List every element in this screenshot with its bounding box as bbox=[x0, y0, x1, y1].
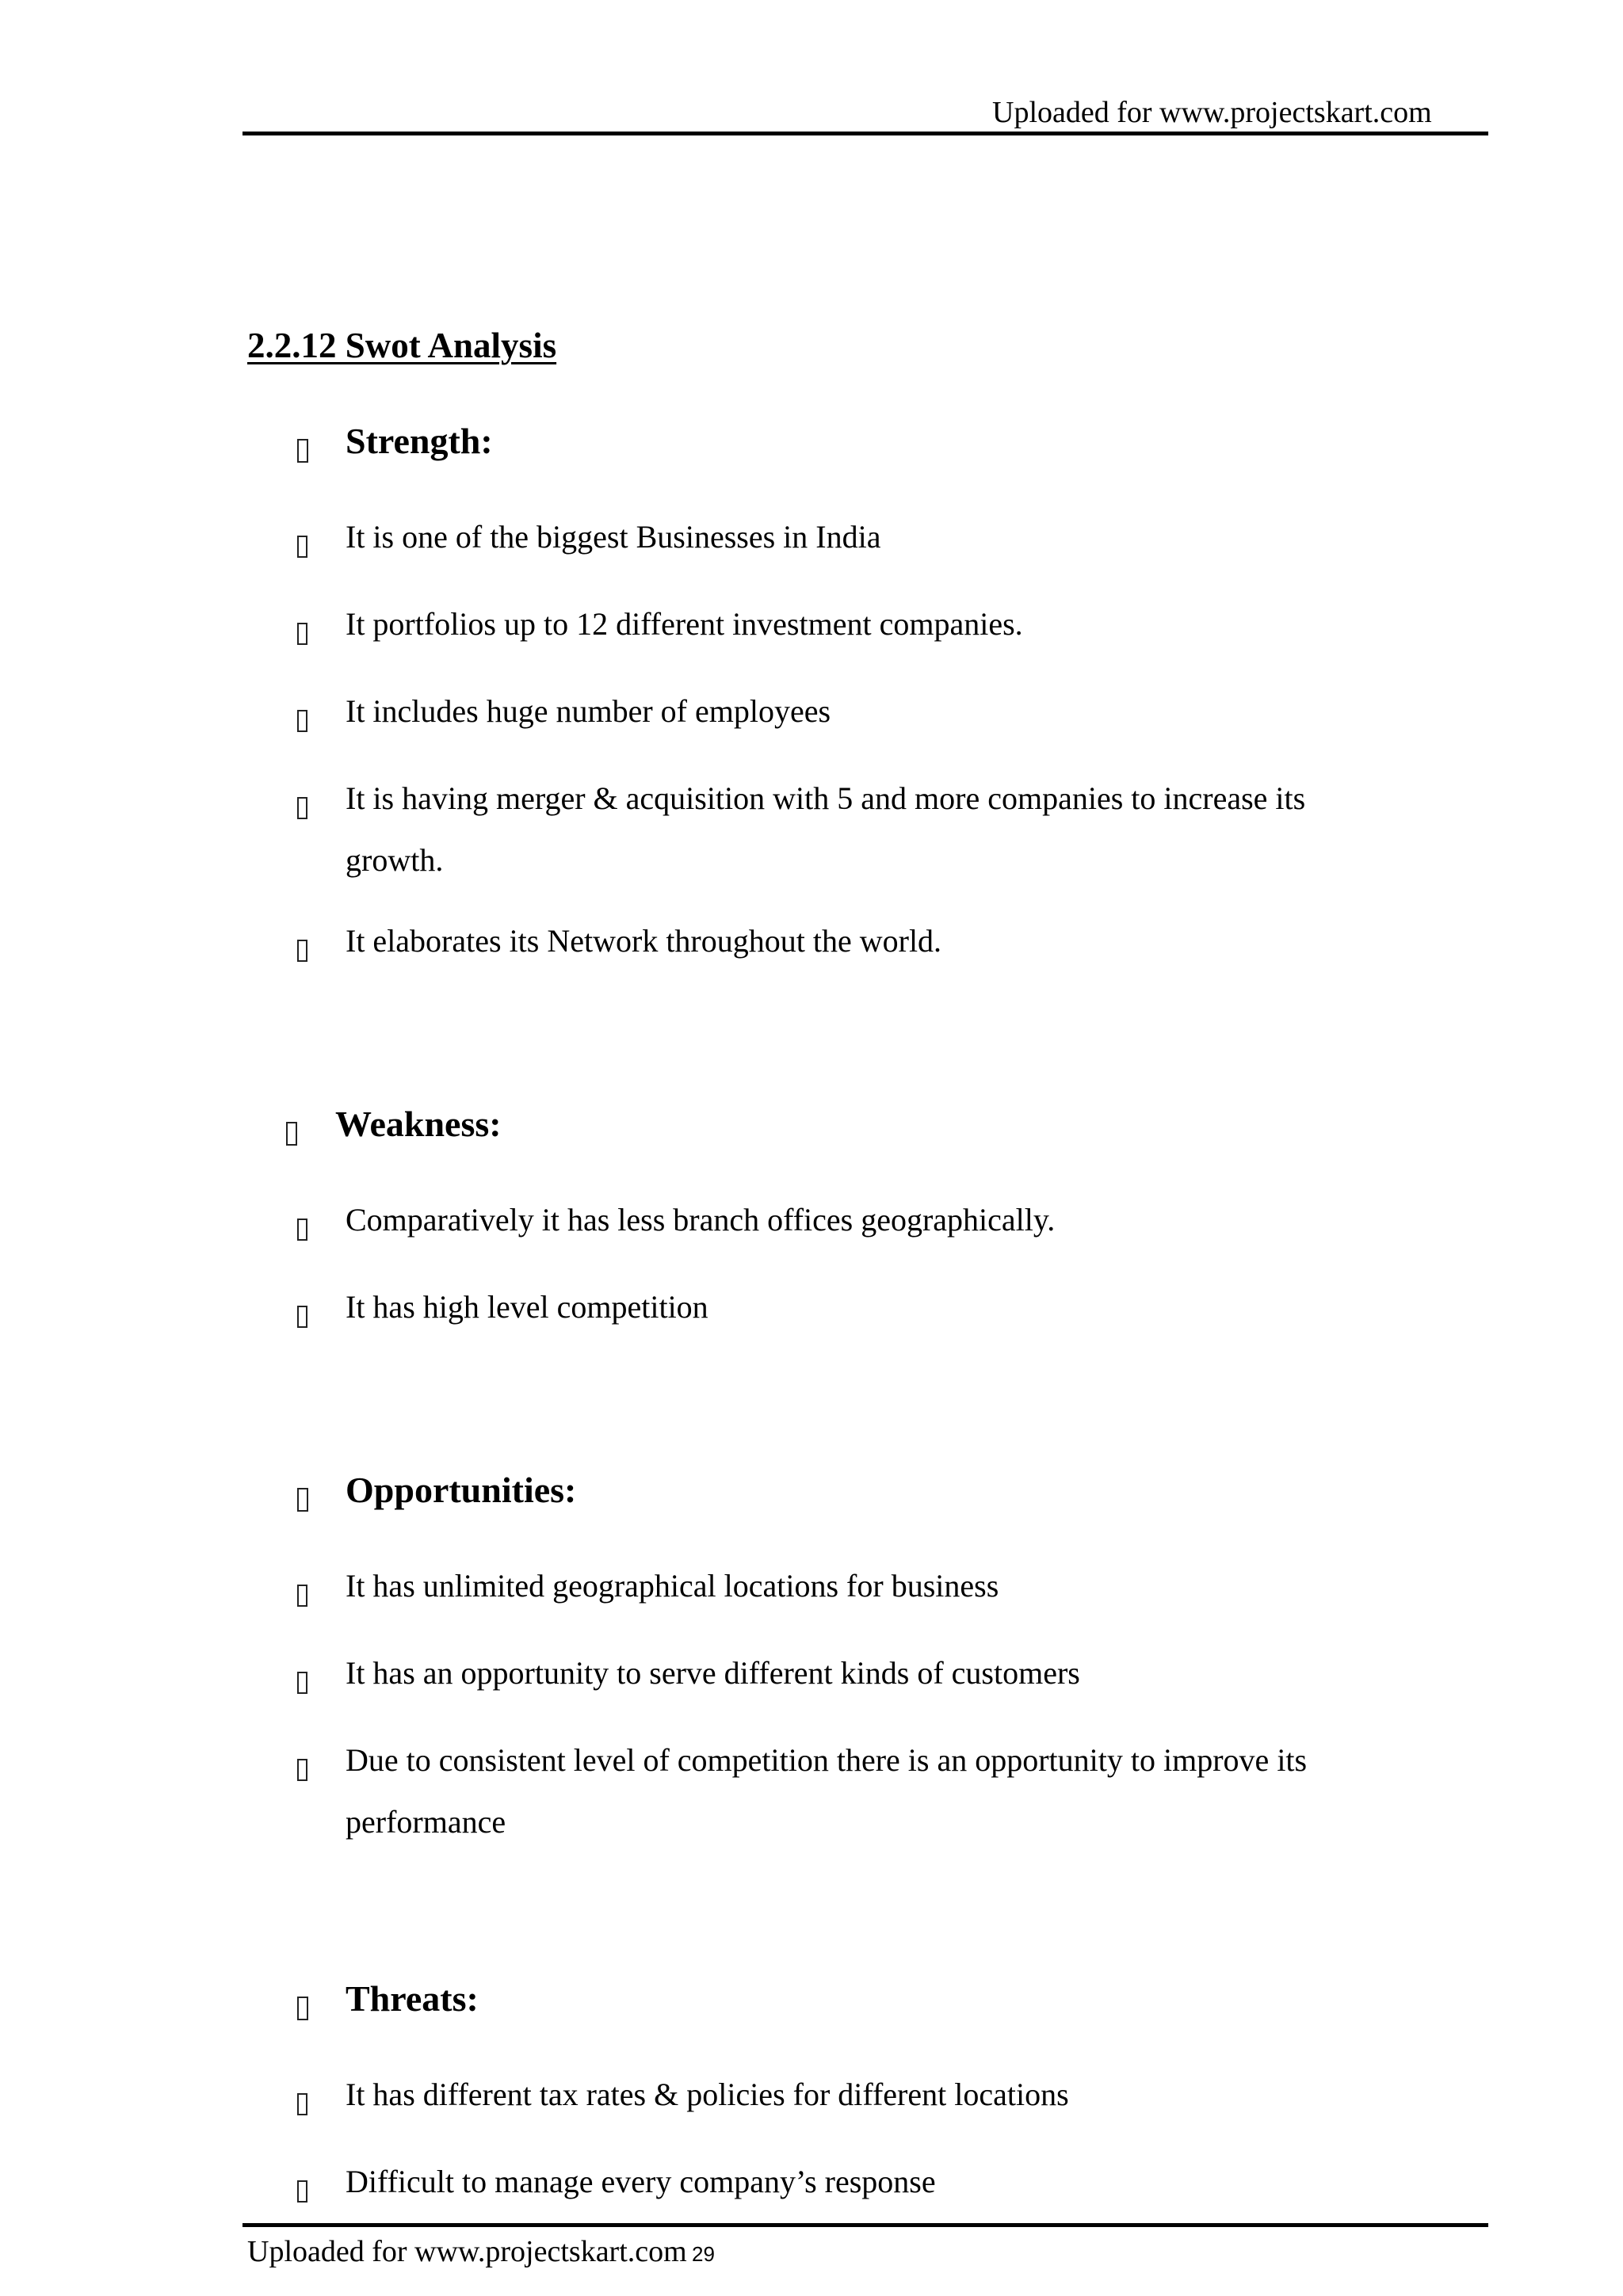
bullet-icon bbox=[297, 1219, 307, 1241]
page-number: 29 bbox=[692, 2242, 715, 2266]
footer-divider bbox=[242, 2223, 1488, 2227]
strength-item: It includes huge number of employees bbox=[346, 693, 831, 729]
bullet-icon bbox=[297, 797, 307, 819]
bullet-icon bbox=[297, 1488, 308, 1512]
threats-heading: Threats: bbox=[346, 1978, 479, 2019]
strength-item: It elaborates its Network throughout the world. bbox=[346, 923, 942, 959]
bullet-icon bbox=[297, 1672, 307, 1694]
bullet-icon bbox=[297, 1306, 307, 1328]
opportunities-item: It has unlimited geographical locations for business bbox=[346, 1568, 999, 1604]
bullet-icon bbox=[297, 710, 307, 732]
bullet-icon bbox=[297, 1585, 307, 1607]
strength-heading: Strength: bbox=[346, 421, 493, 461]
strength-item: It is having merger & acquisition with 5 and more companies to increase its bbox=[346, 780, 1306, 816]
weakness-item: It has high level competition bbox=[346, 1289, 708, 1325]
opportunities-item-continuation: performance bbox=[346, 1804, 506, 1840]
bullet-icon bbox=[297, 536, 307, 558]
bullet-icon bbox=[297, 940, 307, 962]
bullet-icon bbox=[297, 2093, 307, 2115]
page-header-text: Uploaded for www.projectskart.com bbox=[992, 96, 1432, 129]
weakness-item: Comparatively it has less branch offices geographically. bbox=[346, 1202, 1056, 1238]
strength-item: It is one of the biggest Businesses in India bbox=[346, 519, 881, 555]
opportunities-heading: Opportunities: bbox=[346, 1470, 577, 1510]
bullet-icon bbox=[297, 623, 307, 645]
opportunities-item: It has an opportunity to serve different kinds of customers bbox=[346, 1655, 1080, 1691]
page-footer-text: Uploaded for www.projectskart.com bbox=[247, 2235, 687, 2268]
bullet-icon bbox=[297, 1997, 308, 2020]
bullet-icon bbox=[297, 2180, 307, 2203]
bullet-icon bbox=[297, 1759, 307, 1781]
threats-item: Difficult to manage every company’s response bbox=[346, 2164, 936, 2199]
strength-item-continuation: growth. bbox=[346, 842, 444, 878]
weakness-heading: Weakness: bbox=[335, 1104, 502, 1144]
strength-item: It portfolios up to 12 different investment companies. bbox=[346, 606, 1023, 642]
bullet-icon bbox=[297, 439, 308, 463]
header-divider bbox=[242, 132, 1488, 135]
threats-item: It has different tax rates & policies for different locations bbox=[346, 2077, 1069, 2112]
bullet-icon bbox=[286, 1122, 297, 1146]
section-title: 2.2.12 Swot Analysis bbox=[247, 326, 557, 365]
opportunities-item: Due to consistent level of competition there is an opportunity to improve its bbox=[346, 1742, 1308, 1778]
